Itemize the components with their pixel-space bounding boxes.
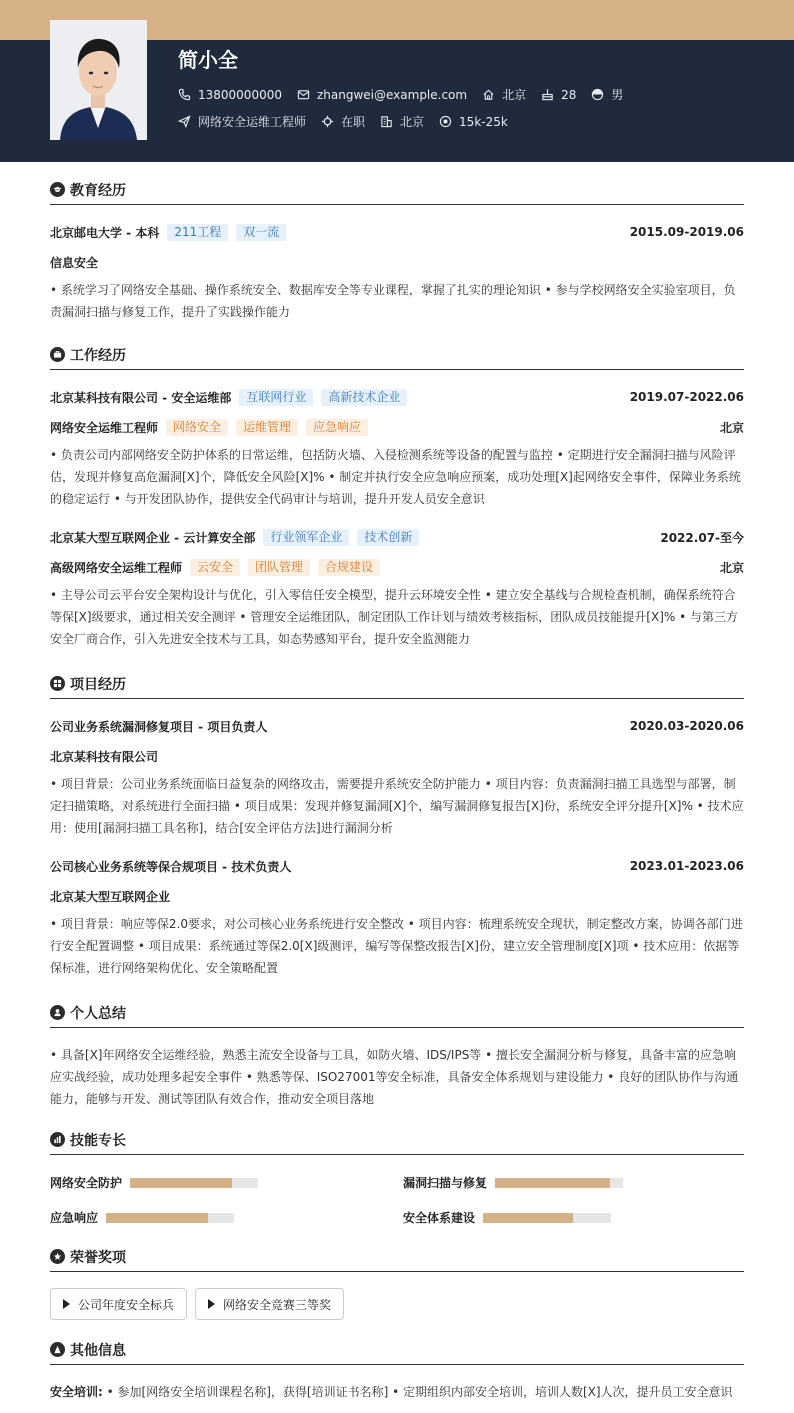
project-description: • 项目背景：响应等保2.0要求，对公司核心业务系统进行安全整改 • 项目内容：梳理系统安全现状，制定整改方案，协调各部门进行安全配置调整 • 项目成果：系统通过等保2.0[X]级测评，编写等保整改报告[X]份，建立安全管理制度[X]项 • 技术应用：依据等保标准，进行网络架构优化、安全策略配置 bbox=[50, 917, 743, 975]
training-description: • 参加[网络安全培训课程名称]，获得[培训证书名称] • 定期组织内部安全培训，培训人数[X]人次，提升员工安全意识 bbox=[106, 1385, 733, 1399]
skill-name: 网络安全防护 bbox=[50, 1176, 123, 1190]
awards-list bbox=[50, 1288, 744, 1320]
home-icon bbox=[482, 88, 495, 101]
skill-item bbox=[50, 1209, 234, 1226]
projects-header bbox=[50, 671, 744, 699]
medal-icon bbox=[50, 1249, 65, 1264]
education-section bbox=[50, 177, 744, 323]
company-name: 北京某科技有限公司 - 安全运维部 bbox=[50, 390, 232, 405]
skill-bar bbox=[106, 1213, 234, 1223]
major-name: 信息安全 bbox=[50, 255, 99, 270]
skill-name: 漏洞扫描与修复 bbox=[403, 1176, 488, 1190]
skill-item bbox=[403, 1209, 611, 1226]
other-header bbox=[50, 1337, 744, 1365]
work-title: 工作经历 bbox=[70, 347, 126, 364]
position-text: 网络安全运维工程师 bbox=[198, 115, 307, 129]
project-date: 2020.03-2020.06 bbox=[629, 719, 744, 733]
education-title: 教育经历 bbox=[70, 182, 126, 199]
education-date: 2015.09-2019.06 bbox=[629, 225, 744, 239]
gender-icon bbox=[591, 88, 604, 101]
city-item bbox=[380, 113, 424, 130]
project-org: 北京某科技有限公司 bbox=[50, 749, 159, 764]
company-name: 北京某大型互联网企业 - 云计算安全部 bbox=[50, 530, 256, 545]
coin-icon bbox=[439, 115, 452, 128]
role-tag: 云安全 bbox=[190, 559, 240, 576]
awards-title: 荣誉奖项 bbox=[70, 1249, 126, 1266]
project-date: 2023.01-2023.06 bbox=[629, 859, 744, 873]
grid-icon bbox=[50, 676, 65, 691]
phone-text: 13800000000 bbox=[198, 87, 282, 102]
job-date: 2022.07-至今 bbox=[660, 530, 744, 545]
play-triangle-icon bbox=[63, 1299, 70, 1309]
bar-chart-icon bbox=[50, 1132, 65, 1147]
graduation-cap-icon bbox=[50, 182, 65, 197]
gender-item bbox=[591, 86, 623, 103]
skill-bar bbox=[495, 1178, 623, 1188]
school-tag: 211工程 bbox=[167, 224, 228, 241]
other-training bbox=[50, 1381, 744, 1403]
education-row bbox=[50, 221, 744, 243]
paper-plane-icon bbox=[178, 115, 191, 128]
company-row bbox=[50, 386, 744, 408]
company-tag: 高新技术企业 bbox=[321, 389, 407, 406]
other-info-icon bbox=[50, 1342, 65, 1357]
salary-text: 15k-25k bbox=[459, 114, 508, 129]
job-location: 北京 bbox=[719, 420, 744, 435]
skill-bar-fill bbox=[483, 1213, 573, 1223]
summary-header bbox=[50, 1000, 744, 1028]
skills-section bbox=[50, 1127, 744, 1225]
contact-row bbox=[178, 86, 638, 103]
profile-photo bbox=[50, 20, 147, 140]
age-text: 28 bbox=[561, 87, 577, 102]
role-tag: 团队管理 bbox=[248, 559, 310, 576]
hometown-text: 北京 bbox=[502, 88, 527, 102]
candidate-name: 简小全 bbox=[178, 48, 238, 72]
skill-bar-fill bbox=[495, 1178, 610, 1188]
school-tag: 双一流 bbox=[236, 224, 286, 241]
skill-bar-fill bbox=[106, 1213, 208, 1223]
skill-item bbox=[403, 1174, 623, 1191]
skill-name: 安全体系建设 bbox=[403, 1211, 476, 1225]
awards-header bbox=[50, 1244, 744, 1272]
summary-description: • 具备[X]年网络安全运维经验，熟悉主流安全设备与工具，如防火墙、IDS/IPS等 • 擅长安全漏洞分析与修复，具备丰富的应急响应实战经验，成功处理多起安全事件 • 熟悉等保、ISO27001等安全标准，具备安全体系规划与建设能力 • 良好的团队协作与沟通能力，能够与开发、测试等团队有效合作，推动安全项目落地 bbox=[50, 1048, 739, 1106]
award-name: 网络安全竞赛三等奖 bbox=[223, 1297, 332, 1312]
education-header bbox=[50, 177, 744, 205]
work-section bbox=[50, 342, 744, 650]
award-badge bbox=[195, 1288, 344, 1320]
major-row bbox=[50, 251, 744, 273]
job-description: • 负责公司内部网络安全防护体系的日常运维，包括防火墙、入侵检测系统等设备的配置与监控 • 定期进行安全漏洞扫描与风险评估，发现并修复高危漏洞[X]个，降低安全风险[X]% • 制定并执行安全应急响应预案，成功处理[X]起网络安全事件，保障业务系统的稳定运行 • 与开发团队协作，提供安全代码审计与培训，提升开发人员安全意识 bbox=[50, 448, 741, 506]
cake-icon bbox=[541, 88, 554, 101]
gender-text: 男 bbox=[611, 88, 624, 102]
role-row bbox=[50, 416, 744, 438]
work-header bbox=[50, 342, 744, 370]
projects-section bbox=[50, 671, 744, 979]
awards-section bbox=[50, 1244, 744, 1320]
skills-title: 技能专长 bbox=[70, 1132, 126, 1149]
email-text: zhangwei@example.com bbox=[316, 87, 468, 102]
skill-bar bbox=[483, 1213, 611, 1223]
project-org: 北京某大型互联网企业 bbox=[50, 889, 171, 904]
role-name: 高级网络安全运维工程师 bbox=[50, 560, 183, 575]
role-name: 网络安全运维工程师 bbox=[50, 420, 159, 435]
job-location: 北京 bbox=[719, 560, 744, 575]
job-date: 2019.07-2022.06 bbox=[629, 390, 744, 404]
education-description: • 系统学习了网络安全基础、操作系统安全、数据库安全等专业课程，掌握了扎实的理论知识 • 参与学校网络安全实验室项目，负责漏洞扫描与修复工作，提升了实践操作能力 bbox=[50, 283, 736, 319]
skill-item bbox=[50, 1174, 258, 1191]
role-tag: 合规建设 bbox=[318, 559, 380, 576]
job-entry bbox=[50, 526, 744, 650]
building-icon bbox=[380, 115, 393, 128]
skills-header bbox=[50, 1127, 744, 1155]
project-entry bbox=[50, 715, 744, 839]
company-row bbox=[50, 526, 744, 548]
briefcase-icon bbox=[50, 347, 65, 362]
skill-bar-fill bbox=[130, 1178, 232, 1188]
job-description: • 主导公司云平台安全架构设计与优化，引入零信任安全模型，提升云环境安全性 • 建立安全基线与合规检查机制，确保系统符合等保[X]级要求，通过相关安全测评 • 管理安全运维团队，制定团队工作计划与绩效考核指标，团队成员技能提升[X]% • 与第三方安全厂商合作，引入先进安全技术与工具，如态势感知平台，提升安全监测能力 bbox=[50, 588, 738, 646]
role-tag: 网络安全 bbox=[166, 419, 228, 436]
project-row bbox=[50, 715, 744, 737]
school-name: 北京邮电大学 - 本科 bbox=[50, 225, 160, 240]
phone-icon bbox=[178, 88, 191, 101]
status-text: 在职 bbox=[341, 115, 366, 129]
role-tag: 运维管理 bbox=[236, 419, 298, 436]
training-label: 安全培训: bbox=[50, 1385, 103, 1399]
age-item bbox=[541, 88, 576, 102]
company-tag: 行业领军企业 bbox=[263, 529, 349, 546]
skill-bar bbox=[130, 1178, 258, 1188]
city-text: 北京 bbox=[400, 115, 425, 129]
role-tag: 应急响应 bbox=[306, 419, 368, 436]
salary-item bbox=[439, 115, 508, 129]
hometown-item bbox=[482, 86, 526, 103]
project-name: 公司核心业务系统等保合规项目 - 技术负责人 bbox=[50, 859, 292, 874]
avatar-portrait-icon bbox=[50, 20, 147, 140]
company-tag: 技术创新 bbox=[357, 529, 419, 546]
status-item bbox=[321, 113, 365, 130]
skill-name: 应急响应 bbox=[50, 1211, 99, 1225]
project-name: 公司业务系统漏洞修复项目 - 项目负责人 bbox=[50, 719, 268, 734]
summary-title: 个人总结 bbox=[70, 1005, 126, 1022]
role-row bbox=[50, 556, 744, 578]
mail-icon bbox=[297, 88, 310, 101]
person-icon bbox=[50, 1005, 65, 1020]
award-name: 公司年度安全标兵 bbox=[78, 1297, 175, 1312]
summary-section bbox=[50, 1000, 744, 1110]
status-gear-icon bbox=[321, 115, 334, 128]
phone-item bbox=[178, 88, 282, 102]
projects-title: 项目经历 bbox=[70, 676, 126, 693]
company-tag: 互联网行业 bbox=[239, 389, 313, 406]
job-intent-row bbox=[178, 113, 523, 130]
project-entry bbox=[50, 855, 744, 979]
email-item bbox=[297, 88, 467, 102]
award-badge bbox=[50, 1288, 187, 1320]
project-description: • 项目背景：公司业务系统面临日益复杂的网络攻击，需要提升系统安全防护能力 • 项目内容：负责漏洞扫描工具选型与部署，制定扫描策略，对系统进行全面扫描 • 项目成果：发现并修复漏洞[X]个，编写漏洞修复报告[X]份，系统安全评分提升[X]% • 技术应用：使用[漏洞扫描工具名称]，结合[安全评估方法]进行漏洞分析 bbox=[50, 777, 744, 835]
other-section bbox=[50, 1337, 744, 1403]
project-org-row bbox=[50, 745, 744, 767]
project-org-row bbox=[50, 885, 744, 907]
job-entry bbox=[50, 386, 744, 510]
other-title: 其他信息 bbox=[70, 1342, 126, 1359]
project-row bbox=[50, 855, 744, 877]
position-item bbox=[178, 113, 306, 130]
skills-grid bbox=[50, 1155, 744, 1225]
play-triangle-icon bbox=[208, 1299, 215, 1309]
